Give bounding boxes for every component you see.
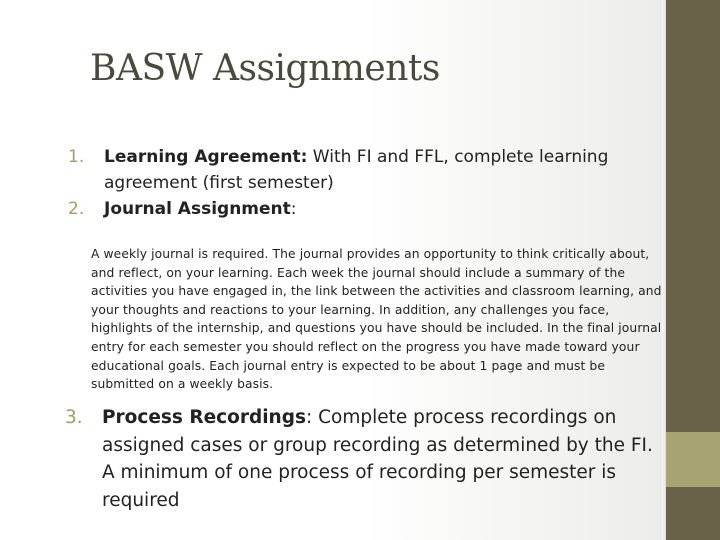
item-text: : <box>290 199 297 219</box>
item-heading: Process Recordings <box>102 407 306 428</box>
list-number: 2. <box>68 199 85 219</box>
side-accent-block <box>666 432 720 487</box>
list-item-journal-assignment <box>68 196 644 222</box>
list-number: 1. <box>68 147 85 167</box>
list-item-learning-agreement <box>68 144 644 196</box>
list-item-process-recordings <box>65 404 662 514</box>
item-text: With FI and FFL, complete learning agreement (first semester) <box>104 147 609 193</box>
list-number: 3. <box>65 407 83 428</box>
item-text: : Complete process recordings on assigned cases or group recording as determined by the FI. A minimum of one process of recording per semester is required <box>102 407 653 511</box>
journal-description: A weekly journal is required. The journal provides an opportunity to think critically about, and reflect, on your learning. Each week the journal should include a summary of the activities you have engaged in, the link between the activities and classroom learning, and your thoughts and reactions to your learning. In addition, any challenges you face, highlights of the internship, and questions you have should be included. In the final journal entry for each semester you should reflect on the progress you have made toward your educational goals. Each journal entry is expected to be about 1 page and must be submitted on a weekly basis. <box>91 247 662 392</box>
slide-title: BASW Assignments <box>90 48 440 89</box>
item-heading: Journal Assignment <box>104 199 291 219</box>
item-heading: Learning Agreement: <box>104 147 308 167</box>
